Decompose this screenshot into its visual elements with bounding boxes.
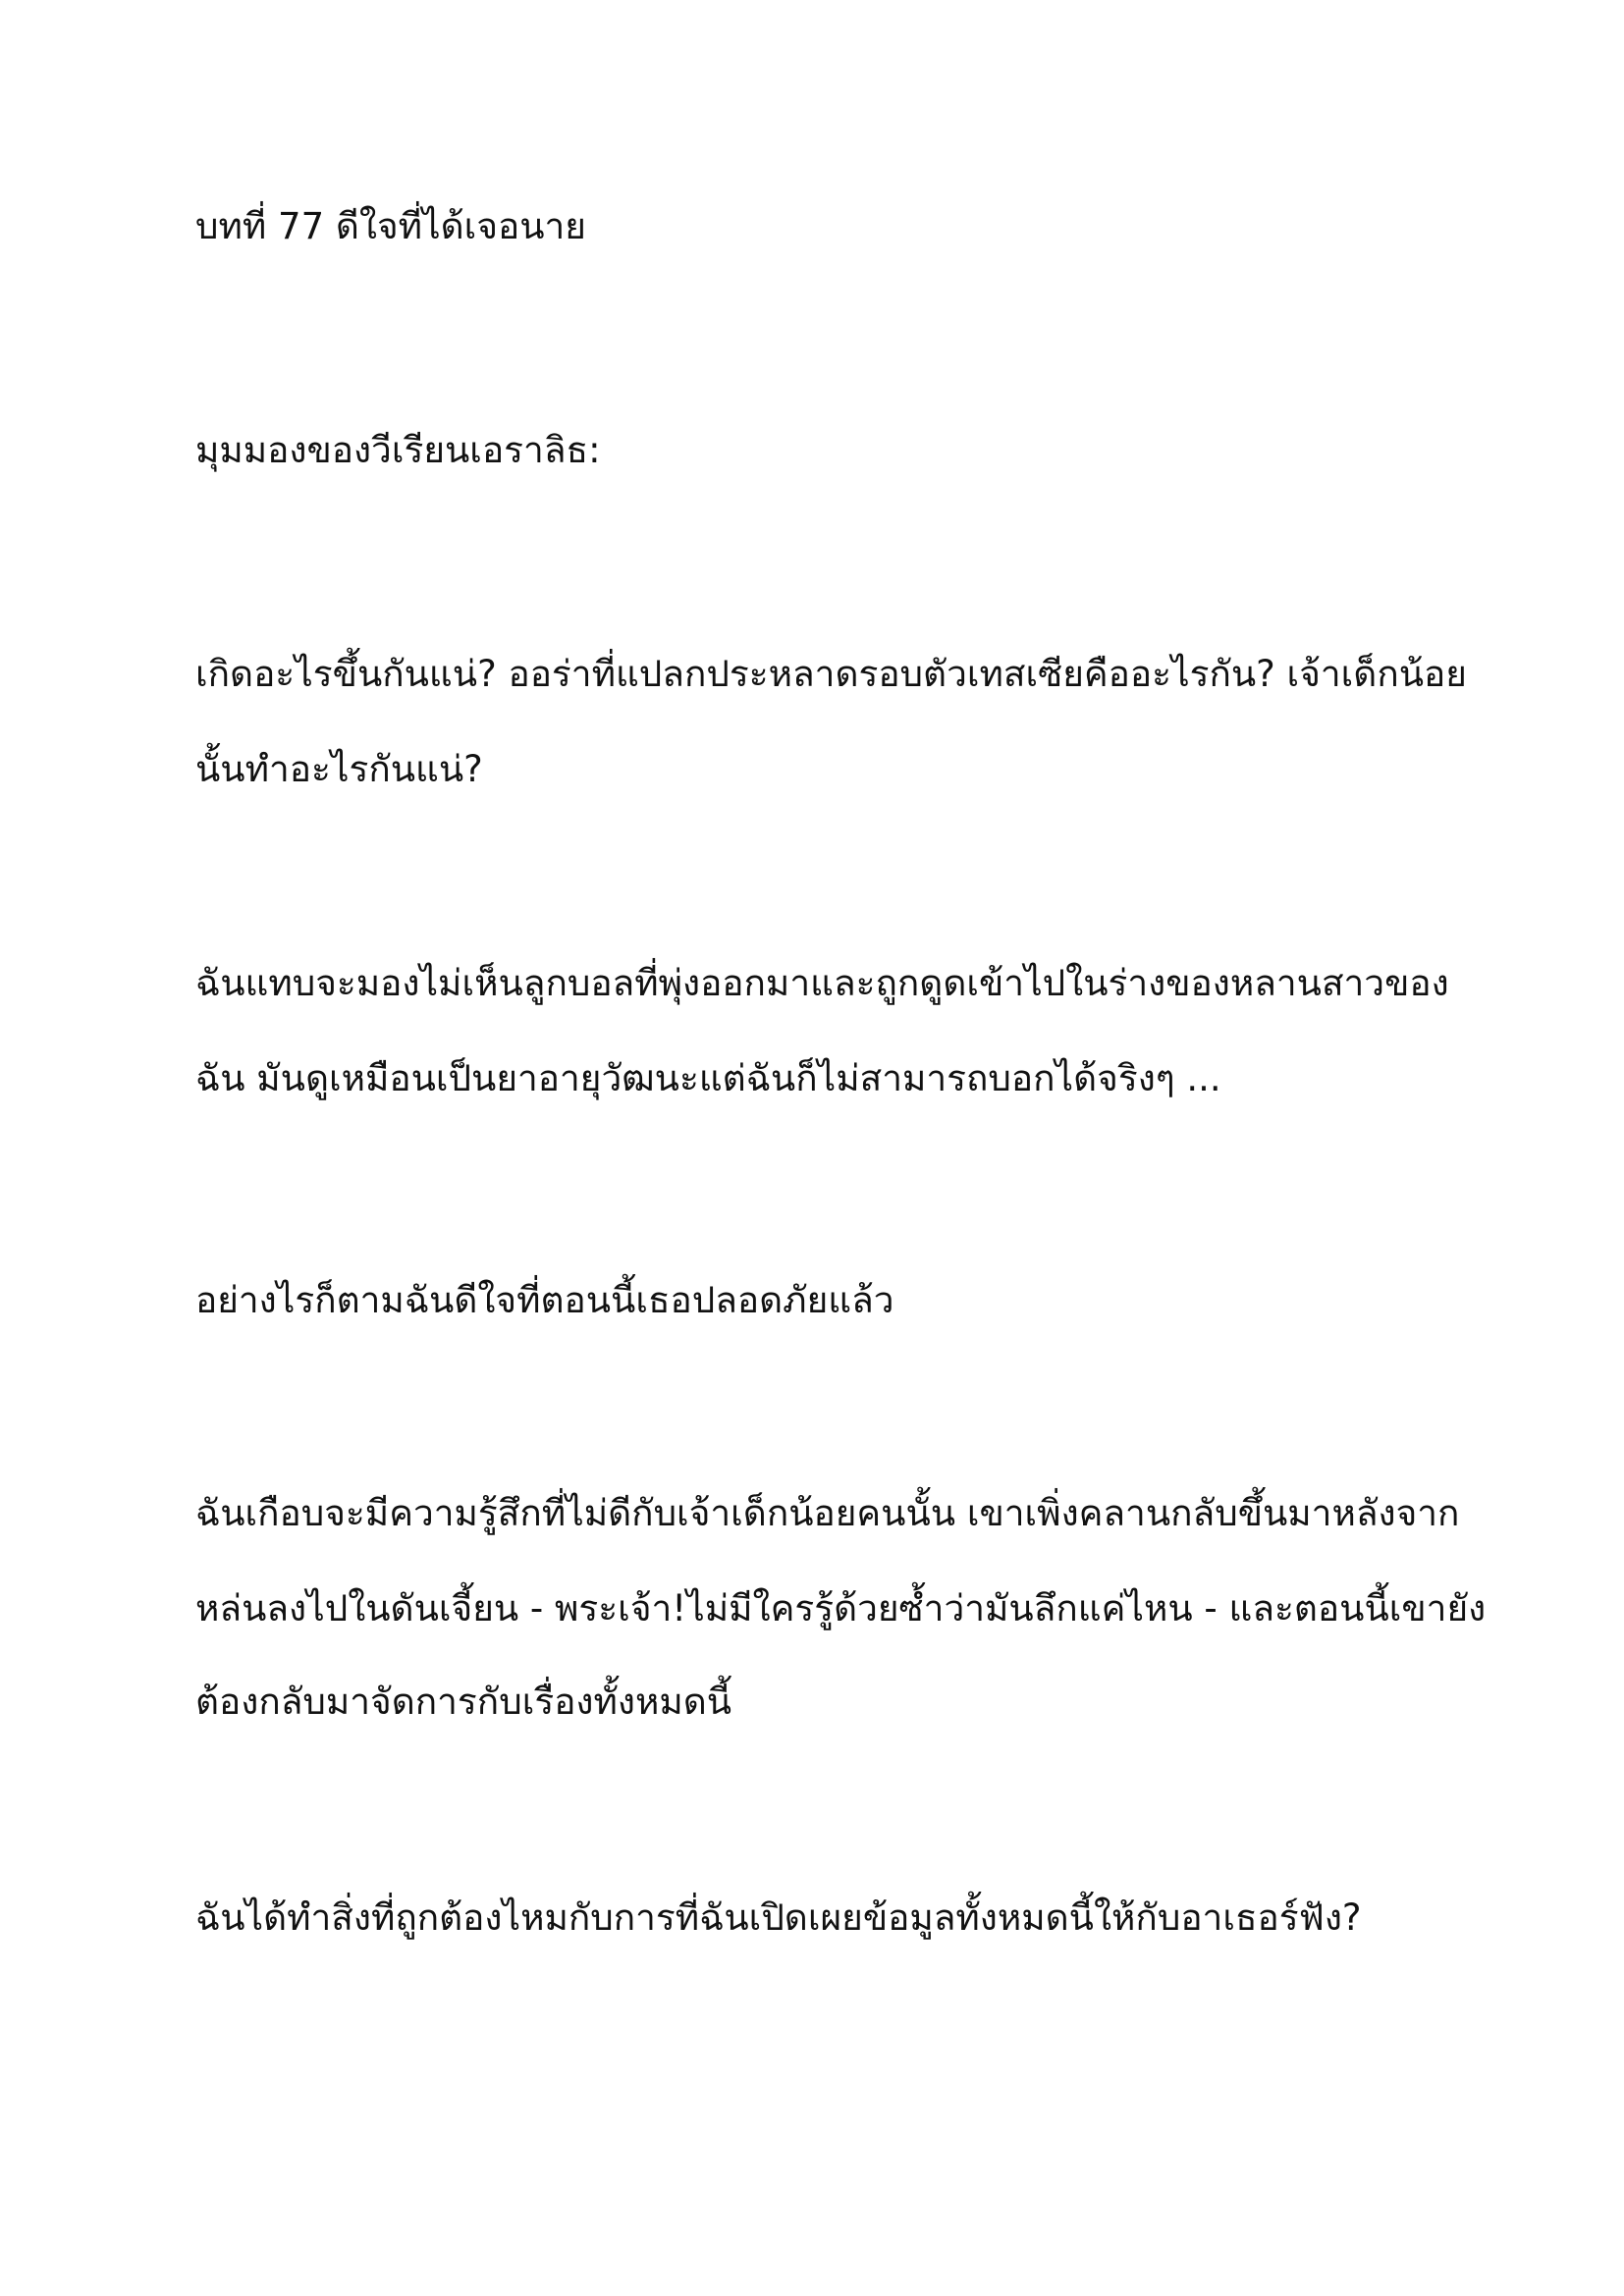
paragraph-5-line-1: ฉันได้ทำสิ่งที่ถูกต้องไหมกับการที่ฉันเปิดเผยข้อมูลทั้งหมดนี้ให้กับอาเธอร์ฟัง?	[195, 1896, 1362, 1939]
pov-heading: มุมมองของวีเรียนเอราลิธ:	[195, 429, 601, 471]
paragraph-1-line-1: เกิดอะไรขึ้นกันแน่? ออร่าที่แปลกประหลาดรอบตัวเทสเซียคืออะไรกัน? เจ้าเด็กน้อย	[195, 653, 1467, 695]
paragraph-2-line-1: ฉันแทบจะมองไม่เห็นลูกบอลที่พุ่งออกมาและถูกดูดเข้าไปในร่างของหลานสาวของ	[195, 962, 1449, 1004]
paragraph-2-line-2: ฉัน มันดูเหมือนเป็นยาอายุวัฒนะแต่ฉันก็ไม่สามารถบอกได้จริงๆ ...	[195, 1057, 1221, 1099]
paragraph-1-line-2: นั้นทำอะไรกันแน่?	[195, 748, 483, 790]
paragraph-4-line-1: ฉันเกือบจะมีความรู้สึกที่ไม่ดีกับเจ้าเด็กน้อยคนนั้น เขาเพิ่งคลานกลับขึ้นมาหลังจาก	[195, 1492, 1460, 1534]
chapter-title: บทที่ 77 ดีใจที่ได้เจอนาย	[195, 205, 586, 247]
paragraph-3-line-1: อย่างไรก็ตามฉันดีใจที่ตอนนี้เธอปลอดภัยแล้ว	[195, 1279, 894, 1321]
paragraph-4-line-3: ต้องกลับมาจัดการกับเรื่องทั้งหมดนี้	[195, 1681, 732, 1723]
paragraph-4-line-2: หล่นลงไปในดันเจี้ยน - พระเจ้า!ไม่มีใครรู้ด้วยซ้ำว่ามันลึกแค่ไหน - และตอนนี้เขายัง	[195, 1587, 1487, 1629]
